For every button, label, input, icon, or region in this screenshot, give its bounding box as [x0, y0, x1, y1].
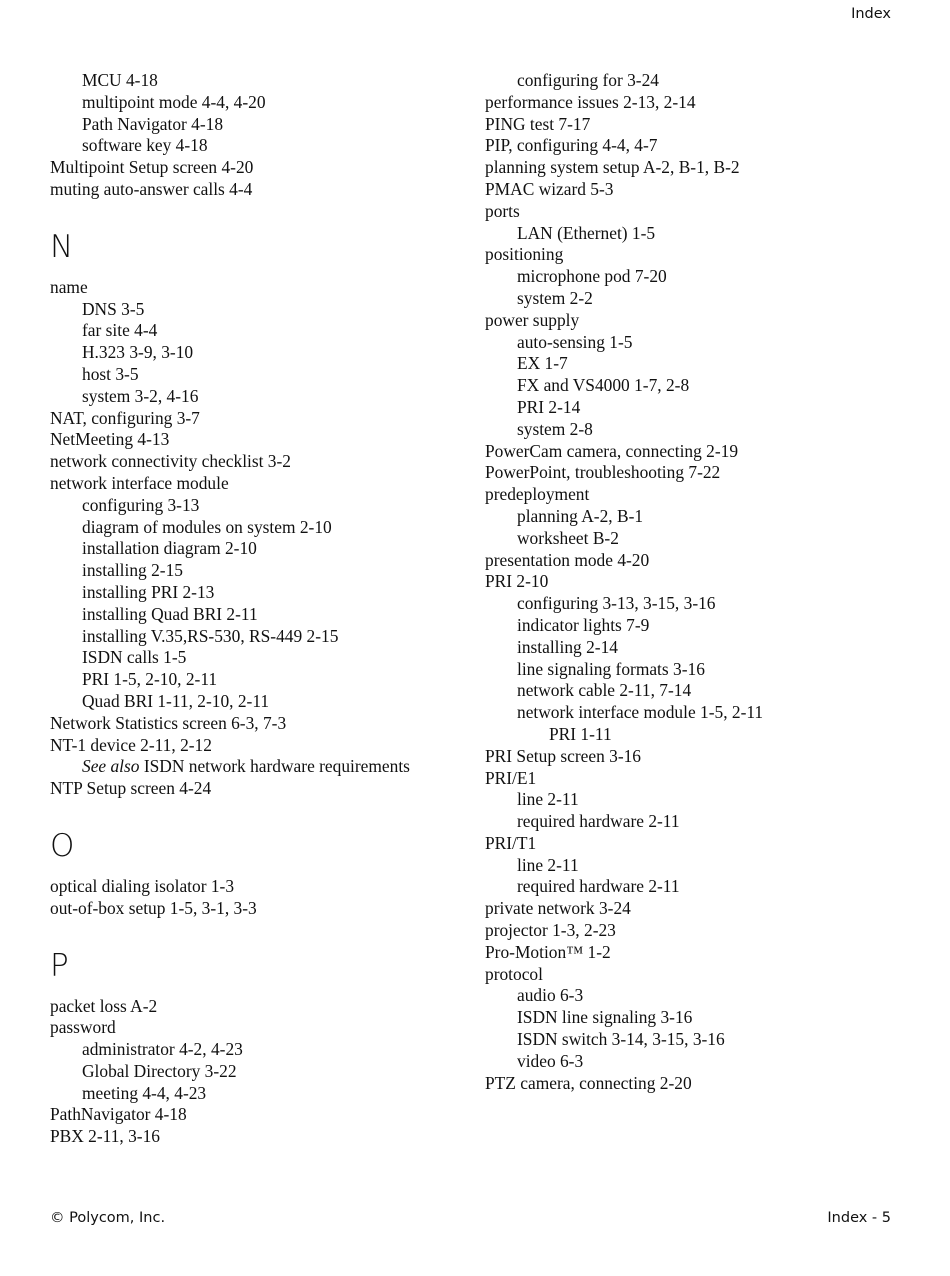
index-subentry: installing 2-15 — [82, 560, 183, 581]
index-entry: PowerCam camera, connecting 2-19 — [485, 440, 739, 461]
index-letter-heading: O — [50, 827, 75, 864]
index-subentry: PRI 2-14 — [517, 396, 581, 417]
index-subentry: configuring 3-13, 3-15, 3-16 — [517, 593, 716, 614]
index-entry: planning system setup A-2, B-1, B-2 — [485, 157, 740, 178]
see-also-target: ISDN network hardware requirements — [139, 756, 410, 777]
index-subentry: video 6-3 — [517, 1050, 584, 1071]
index-subentry: line 2-11 — [517, 854, 579, 875]
index-entry: predeployment — [485, 484, 590, 505]
index-subentry: Quad BRI 1-11, 2-10, 2-11 — [82, 690, 270, 711]
index-letter-heading: P — [50, 947, 69, 984]
index-subentry: planning A-2, B-1 — [517, 505, 644, 526]
index-subentry: host 3-5 — [82, 363, 139, 384]
index-subentry: installing 2-14 — [517, 636, 618, 657]
index-entry: PowerPoint, troubleshooting 7-22 — [485, 462, 721, 483]
index-entry: projector 1-3, 2-23 — [485, 920, 616, 941]
index-subentry: configuring 3-13 — [82, 494, 200, 515]
index-entry: power supply — [485, 309, 580, 330]
index-entry: Multipoint Setup screen 4-20 — [50, 157, 254, 178]
index-subentry: Path Navigator 4-18 — [82, 113, 224, 134]
index-subentry: required hardware 2-11 — [517, 811, 680, 832]
index-entry: Pro-Motion™ 1-2 — [485, 941, 611, 962]
index-entry: performance issues 2-13, 2-14 — [485, 91, 696, 112]
index-entry: PRI/T1 — [485, 832, 537, 853]
index-subentry: auto-sensing 1-5 — [517, 331, 633, 352]
index-entry: name — [50, 276, 88, 297]
index-entry: PRI Setup screen 3-16 — [485, 745, 642, 766]
index-subentry: line signaling formats 3-16 — [517, 658, 705, 679]
footer-copyright: © Polycom, Inc. — [50, 1210, 166, 1226]
index-subentry: Global Directory 3-22 — [82, 1060, 237, 1081]
index-subentry: network cable 2-11, 7-14 — [517, 680, 692, 701]
index-subentry: diagram of modules on system 2-10 — [82, 516, 332, 537]
index-subentry: microphone pod 7-20 — [517, 266, 667, 287]
index-subentry: PRI 1-11 — [549, 723, 612, 744]
index-subentry: required hardware 2-11 — [517, 876, 680, 897]
index-entry: private network 3-24 — [485, 898, 631, 919]
index-subentry: line 2-11 — [517, 789, 579, 810]
index-subentry: DNS 3-5 — [82, 298, 145, 319]
index-entry: optical dialing isolator 1-3 — [50, 875, 235, 896]
index-column-left — [50, 70, 470, 1148]
index-subentry: network interface module 1-5, 2-11 — [517, 702, 764, 723]
index-entry: ports — [485, 200, 520, 221]
index-subentry: installing V.35,RS-530, RS-449 2-15 — [82, 625, 339, 646]
index-subentry: ISDN calls 1-5 — [82, 647, 187, 668]
index-subentry: configuring for 3-24 — [517, 70, 659, 90]
index-entry: Network Statistics screen 6-3, 7-3 — [50, 712, 287, 733]
index-entry: out-of-box setup 1-5, 3-1, 3-3 — [50, 897, 257, 918]
index-entry: password — [50, 1017, 116, 1038]
index-subentry: H.323 3-9, 3-10 — [82, 342, 194, 363]
index-entry: network connectivity checklist 3-2 — [50, 451, 291, 472]
index-subentry: PRI 1-5, 2-10, 2-11 — [82, 669, 218, 690]
index-entry: protocol — [485, 963, 543, 984]
index-see-also — [50, 756, 470, 778]
index-subentry: installing PRI 2-13 — [82, 581, 215, 602]
index-subentry: installing Quad BRI 2-11 — [82, 603, 258, 624]
index-subentry: software key 4-18 — [82, 135, 208, 156]
index-subentry: audio 6-3 — [517, 985, 584, 1006]
index-entry: PTZ camera, connecting 2-20 — [485, 1072, 692, 1093]
index-subentry: administrator 4-2, 4-23 — [82, 1039, 243, 1060]
index-entry: NTP Setup screen 4-24 — [50, 778, 212, 799]
index-entry: packet loss A-2 — [50, 995, 158, 1016]
index-entry: PING test 7-17 — [485, 113, 591, 134]
index-entry: positioning — [485, 244, 564, 265]
index-entry: PMAC wizard 5-3 — [485, 178, 614, 199]
index-entry: PRI 2-10 — [485, 571, 549, 592]
index-entry: PathNavigator 4-18 — [50, 1104, 187, 1125]
index-entry: NetMeeting 4-13 — [50, 429, 170, 450]
index-entry: NAT, configuring 3-7 — [50, 407, 200, 428]
index-subentry: ISDN line signaling 3-16 — [517, 1007, 693, 1028]
index-entry: presentation mode 4-20 — [485, 549, 650, 570]
see-also-label: See also — [82, 756, 140, 777]
index-entry: muting auto-answer calls 4-4 — [50, 178, 253, 199]
index-subentry: multipoint mode 4-4, 4-20 — [82, 91, 266, 112]
index-subentry: system 2-8 — [517, 418, 593, 439]
index-subentry: EX 1-7 — [517, 353, 568, 374]
index-subentry: indicator lights 7-9 — [517, 614, 650, 635]
index-entry: NT-1 device 2-11, 2-12 — [50, 734, 212, 755]
index-subentry: LAN (Ethernet) 1-5 — [517, 222, 656, 243]
index-entry: network interface module — [50, 472, 229, 493]
footer-page-number: Index - 5 — [827, 1210, 891, 1226]
index-subentry: ISDN switch 3-14, 3-15, 3-16 — [517, 1029, 725, 1050]
running-head: Index — [851, 6, 891, 22]
index-entry: PIP, configuring 4-4, 4-7 — [485, 135, 658, 156]
index-letter-heading: N — [50, 228, 74, 265]
index-subentry: installation diagram 2-10 — [82, 538, 257, 559]
index-subentry: worksheet B-2 — [517, 527, 619, 548]
index-column-right — [485, 70, 915, 1094]
index-subentry: FX and VS4000 1-7, 2-8 — [517, 375, 690, 396]
index-entry: PRI/E1 — [485, 767, 537, 788]
index-subentry: meeting 4-4, 4-23 — [82, 1082, 207, 1103]
index-subentry: system 3-2, 4-16 — [82, 385, 199, 406]
index-entry: PBX 2-11, 3-16 — [50, 1126, 160, 1147]
index-subentry: far site 4-4 — [82, 320, 158, 341]
index-subentry: MCU 4-18 — [82, 70, 158, 90]
index-subentry: system 2-2 — [517, 287, 593, 308]
